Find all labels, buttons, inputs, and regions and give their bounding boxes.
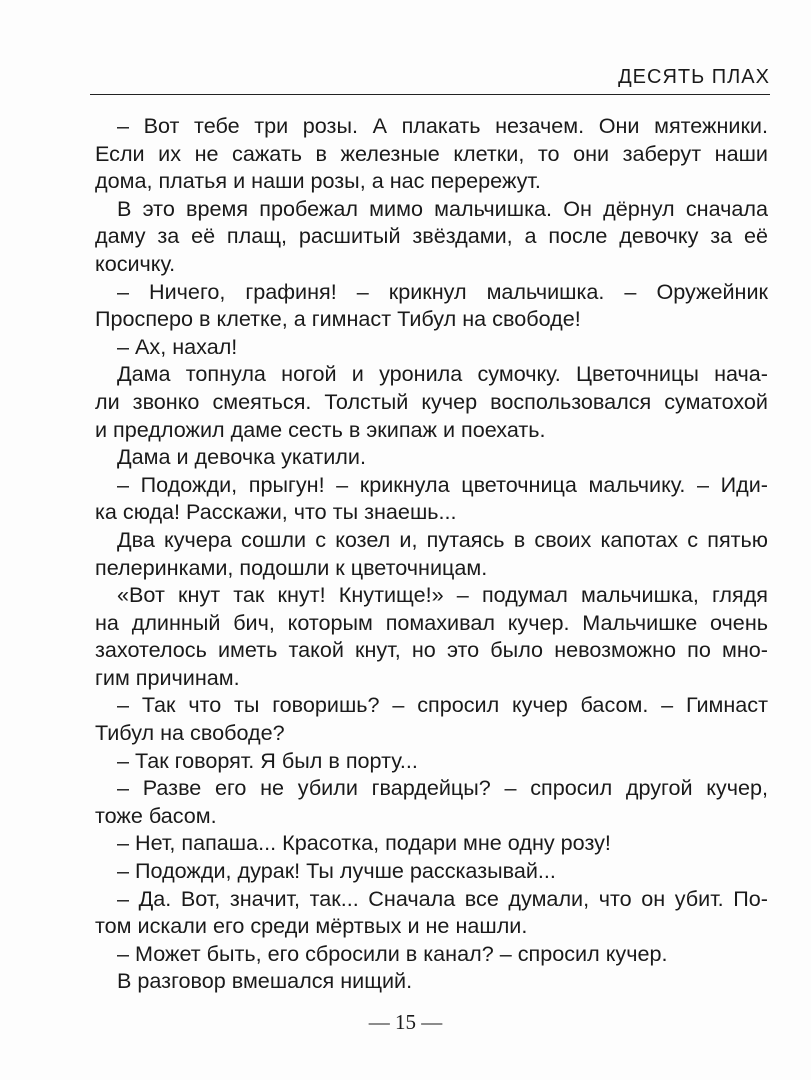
text-line: – Ничего, графиня! – крикнул мальчишка. – Оружейник — [117, 278, 768, 304]
text-line: – Может быть, его сбросили в канал? – спросил кучер. — [117, 940, 668, 966]
text-line: – Разве его не убили гвардейцы? – спросил другой кучер, — [117, 775, 768, 801]
text-line: В это время пробежал мимо мальчишка. Он дёрнул сначала — [117, 195, 768, 221]
text-line: – Так говорят. Я был в порту... — [117, 747, 418, 773]
text-line: ка сюда! Расскажи, что ты знаешь... — [95, 499, 457, 525]
text-line: – Да. Вот, значит, так... Сначала все думали, что он убит. По- — [117, 885, 768, 911]
text-line: косичку. — [95, 250, 176, 276]
text-line: – Ах, нахал! — [117, 333, 238, 359]
text-line: том искали его среди мёртвых и не нашли. — [95, 913, 528, 939]
text-line: даму за её плащ, расшитый звёздами, а после девочку за её — [95, 223, 768, 249]
text-line: и предложил даме сесть в экипаж и поехать. — [95, 416, 546, 442]
body-text — [95, 112, 768, 995]
text-line: – Так что ты говоришь? – спросил кучер басом. – Гимнаст — [117, 692, 768, 718]
page-number: — 15 — — [368, 1010, 443, 1034]
text-line: пелеринками, подошли к цветочницам. — [95, 554, 488, 580]
running-header — [90, 62, 770, 95]
text-line: ли звонко смеяться. Толстый кучер воспользовался суматохой — [95, 388, 768, 414]
text-line: Тибул на свободе? — [95, 720, 285, 746]
text-line: «Вот кнут так кнут! Кнутище!» – подумал мальчишка, глядя — [117, 582, 768, 608]
text-line: – Подожди, прыгун! – крикнула цветочница мальчику. – Иди- — [117, 471, 768, 497]
text-line: дома, платья и наши розы, а нас перережут. — [95, 168, 541, 194]
text-line: В разговор вмешался нищий. — [117, 968, 413, 994]
text-line: захотелось иметь такой кнут, но это было невозможно по мно- — [95, 637, 768, 663]
text-line: – Нет, папаша... Красотка, подари мне одну розу! — [117, 830, 611, 856]
text-line: – Вот тебе три розы. А плакать незачем. Они мятежники. — [117, 113, 768, 138]
text-line: Если их не сажать в железные клетки, то они заберут наши — [95, 140, 768, 166]
text-line: гим причинам. — [95, 664, 240, 690]
running-title: ДЕСЯТЬ ПЛАХ — [618, 66, 770, 88]
text-line: на длинный бич, которым помахивал кучер. Мальчишке очень — [95, 609, 768, 635]
text-line: Два кучера сошли с козел и, путаясь в своих капотах с пятью — [117, 526, 768, 552]
text-line: Дама и девочка укатили. — [117, 444, 366, 470]
text-line: Просперо в клетке, а гимнаст Тибул на свободе! — [95, 306, 581, 332]
text-line: Дама топнула ногой и уронила сумочку. Цветочницы нача- — [117, 361, 768, 387]
text-line: тоже басом. — [95, 802, 217, 828]
text-line: – Подожди, дурак! Ты лучше рассказывай... — [117, 858, 556, 884]
